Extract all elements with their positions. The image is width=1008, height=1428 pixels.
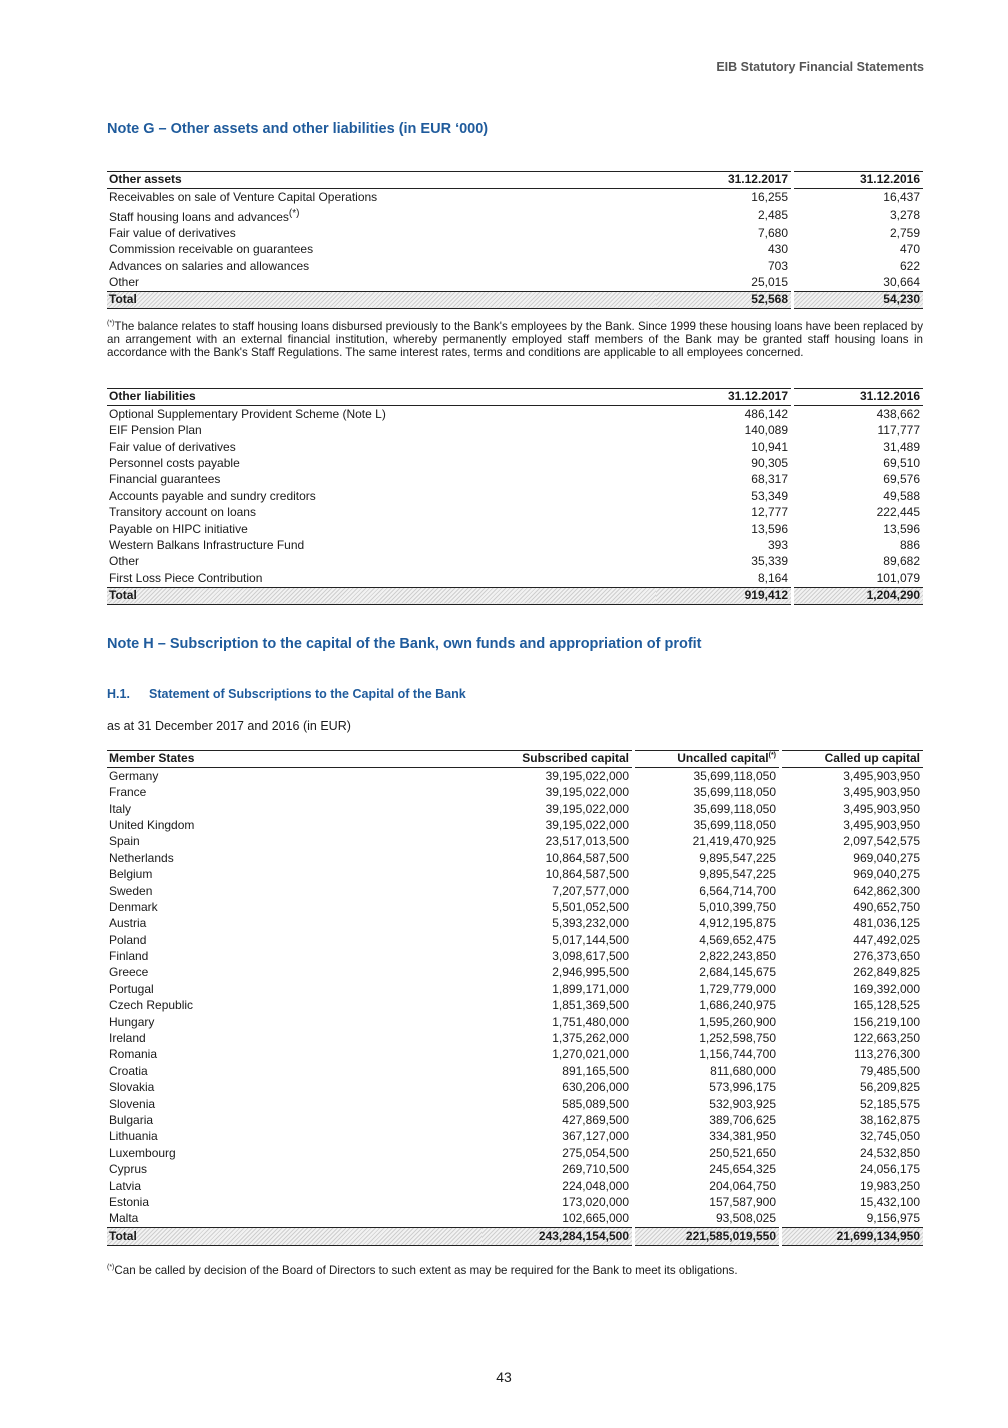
row-label-text: Other [109, 554, 140, 569]
value-2016: 16,437 [883, 189, 920, 204]
table-row [107, 406, 923, 423]
table-row [107, 834, 923, 850]
row-label-text: Fair value of derivatives [109, 225, 236, 240]
table-row [107, 998, 923, 1014]
table-row [107, 1162, 923, 1178]
value-2017: 53,349 [751, 488, 788, 503]
row-label [107, 439, 656, 455]
subscribed-capital: 7,207,577,000 [552, 883, 629, 898]
row-label [107, 423, 656, 439]
called-up-capital: 276,373,650 [853, 949, 920, 964]
subscribed-capital: 173,020,000 [562, 1194, 629, 1209]
table-row [107, 850, 923, 866]
uncalled-capital: 389,706,625 [709, 1112, 776, 1127]
called-up-capital: 79,485,500 [859, 1063, 920, 1078]
subscribed-capital: 269,710,500 [562, 1162, 629, 1177]
row-label [107, 554, 656, 570]
member-state: Slovenia [109, 1096, 156, 1111]
subscribed-capital: 630,206,000 [562, 1080, 629, 1095]
table-row [107, 1113, 923, 1129]
row-label-text: Advances on salaries and allowances [109, 258, 310, 273]
row-label-text: Other [109, 274, 140, 289]
value-2017: 430 [767, 242, 788, 257]
table-row [107, 554, 923, 570]
value-2017: 13,596 [751, 521, 788, 536]
footnote-text: Can be called by decision of the Board of Directors to such extent as may be required for the Bank to meet its obligations. [114, 1264, 738, 1277]
member-state: Czech Republic [109, 998, 194, 1013]
called-up-capital: 447,492,025 [853, 932, 920, 947]
member-state: Finland [109, 949, 149, 964]
footnote-text: The balance relates to staff housing loans disbursed previously to the Bank's employees by the Bank. Since 1999 these housing loans have been replaced by an arrangement with an external financial institution, whereby permanently employed staff members of the Bank may be granted staff housing loans in accordance with the Bank's Staff Regulations. The same interest rates, terms and conditions are applicable to all employees concerned. [107, 320, 923, 360]
row-label-text: First Loss Piece Contribution [109, 570, 263, 585]
total-label: Total [107, 291, 656, 308]
total-label: Total [107, 587, 656, 604]
value-2017: 8,164 [757, 570, 788, 585]
total-2017: 52,568 [656, 291, 791, 308]
other-assets-table [107, 171, 923, 309]
called-up-capital: 490,652,750 [853, 899, 920, 914]
uncalled-capital: 21,419,470,925 [692, 834, 776, 849]
column-header: Other assets [107, 172, 656, 189]
member-state: Latvia [109, 1178, 142, 1193]
table-row [107, 1178, 923, 1194]
table-row [107, 785, 923, 801]
total-uncalled: 221,585,019,550 [635, 1228, 779, 1245]
table-row [107, 1129, 923, 1145]
called-up-capital: 56,209,825 [859, 1080, 920, 1095]
table-row [107, 768, 923, 785]
uncalled-capital: 1,729,779,000 [699, 981, 776, 996]
called-up-capital: 642,862,300 [853, 883, 920, 898]
member-state: Portugal [109, 981, 154, 996]
value-2017: 10,941 [751, 439, 788, 454]
uncalled-capital: 245,654,325 [709, 1162, 776, 1177]
table-row [107, 801, 923, 817]
table-row [107, 225, 923, 241]
value-2016: 101,079 [876, 570, 920, 585]
uncalled-capital: 5,010,399,750 [699, 899, 776, 914]
table-row [107, 275, 923, 292]
member-state: Malta [109, 1211, 139, 1226]
table-row [107, 1211, 923, 1228]
row-label [107, 258, 656, 274]
h1-title: Statement of Subscriptions to the Capital of the Bank [149, 687, 466, 701]
subscribed-capital: 275,054,500 [562, 1145, 629, 1160]
column-header [635, 751, 779, 768]
uncalled-capital: 1,595,260,900 [699, 1014, 776, 1029]
table-row [107, 1080, 923, 1096]
row-label-text: Financial guarantees [109, 472, 221, 487]
row-label [107, 456, 656, 472]
called-up-capital: 24,056,175 [859, 1162, 920, 1177]
uncalled-capital: 4,912,195,875 [699, 916, 776, 931]
member-state: Italy [109, 801, 132, 816]
called-up-capital: 9,156,975 [866, 1211, 920, 1226]
uncalled-capital: 204,064,750 [709, 1178, 776, 1193]
uncalled-capital: 9,895,547,225 [699, 867, 776, 882]
called-up-capital: 969,040,275 [853, 867, 920, 882]
called-up-capital: 38,162,875 [859, 1112, 920, 1127]
row-label-text: Personnel costs payable [109, 455, 240, 470]
value-2017: 2,485 [757, 207, 788, 222]
member-state: Belgium [109, 867, 153, 882]
row-label [107, 488, 656, 504]
value-2016: 69,576 [883, 472, 920, 487]
row-label-text: Receivables on sale of Venture Capital Operations [109, 189, 378, 204]
value-2017: 68,317 [751, 472, 788, 487]
row-label [107, 189, 656, 206]
table-row [107, 439, 923, 455]
table-row [107, 1096, 923, 1112]
called-up-capital: 113,276,300 [854, 1047, 920, 1062]
called-up-capital: 156,219,100 [853, 1014, 920, 1029]
value-2016: 69,510 [883, 455, 920, 470]
other-liabilities-table [107, 388, 923, 605]
total-label: Total [107, 1228, 482, 1245]
table-row [107, 521, 923, 537]
table-row [107, 1031, 923, 1047]
subscribed-capital: 5,501,052,500 [552, 899, 629, 914]
subscribed-capital: 1,899,171,000 [552, 981, 629, 996]
row-label [107, 521, 656, 537]
member-state: Hungary [109, 1014, 155, 1029]
member-state: Germany [109, 768, 159, 783]
row-label-text: Transitory account on loans [109, 505, 256, 520]
row-label [107, 570, 656, 587]
row-label-text: Fair value of derivatives [109, 439, 236, 454]
uncalled-capital: 35,699,118,050 [693, 801, 776, 816]
row-label [107, 472, 656, 488]
subscribed-capital: 23,517,013,500 [545, 834, 629, 849]
member-state: Slovakia [109, 1080, 155, 1095]
subscribed-capital: 585,089,500 [562, 1096, 629, 1111]
table-row [107, 538, 923, 554]
row-label [107, 275, 656, 292]
value-2017: 703 [767, 258, 788, 273]
value-2017: 486,142 [744, 406, 788, 421]
value-2016: 470 [899, 242, 920, 257]
column-header: Called up capital [782, 751, 923, 768]
capital-subscriptions-table [107, 750, 923, 1246]
member-state: France [109, 785, 147, 800]
row-label-text: EIF Pension Plan [109, 423, 202, 438]
member-state: Romania [109, 1047, 158, 1062]
uncalled-capital: 6,564,714,700 [699, 883, 776, 898]
value-2017: 25,015 [751, 274, 788, 289]
table-row [107, 423, 923, 439]
table-row [107, 965, 923, 981]
subscribed-capital: 1,375,262,000 [552, 1031, 629, 1046]
note-h-title: Note H – Subscription to the capital of the Bank, own funds and appropriation of profit [107, 636, 702, 652]
subscribed-capital: 427,869,500 [562, 1112, 629, 1127]
value-2016: 49,588 [883, 488, 920, 503]
uncalled-capital: 2,822,243,850 [699, 949, 776, 964]
total-2016: 54,230 [794, 291, 923, 308]
table-header-row [107, 751, 923, 768]
footnote-marker: (*) [288, 207, 300, 219]
member-state: Poland [109, 932, 147, 947]
member-state: Austria [109, 916, 147, 931]
as-at-caption: as at 31 December 2017 and 2016 (in EUR) [107, 719, 351, 733]
subscribed-capital: 1,851,369,500 [552, 998, 629, 1013]
member-state: Estonia [109, 1194, 150, 1209]
called-up-capital: 262,849,825 [853, 965, 920, 980]
total-2017: 919,412 [656, 587, 791, 604]
member-state: Luxembourg [109, 1145, 176, 1160]
page-number: 43 [496, 1369, 512, 1385]
column-header: 31.12.2017 [656, 389, 791, 406]
uncalled-capital: 4,569,652,475 [699, 932, 776, 947]
subscribed-capital: 5,017,144,500 [552, 932, 629, 947]
table-row [107, 472, 923, 488]
note-g-title: Note G – Other assets and other liabilities (in EUR ‘000) [107, 121, 489, 137]
called-up-capital: 32,745,050 [859, 1129, 920, 1144]
called-up-capital: 2,097,542,575 [843, 834, 920, 849]
value-2017: 35,339 [751, 554, 788, 569]
member-state: Bulgaria [109, 1112, 154, 1127]
value-2017: 140,089 [744, 423, 788, 438]
uncalled-capital-footnote [107, 1264, 923, 1277]
column-header: 31.12.2017 [656, 172, 791, 189]
value-2016: 622 [899, 258, 920, 273]
subscribed-capital: 39,195,022,000 [545, 817, 629, 832]
row-label-text: Staff housing loans and advances [109, 209, 289, 224]
table-row [107, 1047, 923, 1063]
table-row [107, 1014, 923, 1030]
row-label [107, 538, 656, 554]
uncalled-capital: 35,699,118,050 [693, 785, 776, 800]
called-up-capital: 3,495,903,950 [843, 801, 920, 816]
uncalled-capital: 157,587,900 [709, 1194, 776, 1209]
uncalled-capital: 35,699,118,050 [693, 768, 776, 783]
called-up-capital: 24,532,850 [859, 1145, 920, 1160]
total-subscribed: 243,284,154,500 [482, 1228, 632, 1245]
table-row [107, 488, 923, 504]
table-row [107, 505, 923, 521]
row-label [107, 406, 656, 423]
subscribed-capital: 102,665,000 [562, 1211, 629, 1226]
subscribed-capital: 367,127,000 [562, 1129, 629, 1144]
table-row [107, 206, 923, 226]
table-row [107, 570, 923, 587]
subscribed-capital: 10,864,587,500 [545, 850, 629, 865]
value-2016: 3,278 [889, 207, 920, 222]
uncalled-capital: 9,895,547,225 [699, 850, 776, 865]
table-row [107, 818, 923, 834]
table-row [107, 1063, 923, 1079]
uncalled-capital: 1,686,240,975 [699, 998, 776, 1013]
subscribed-capital: 3,098,617,500 [552, 949, 629, 964]
row-label-text: Accounts payable and sundry creditors [109, 488, 316, 503]
subscribed-capital: 39,195,022,000 [545, 801, 629, 816]
row-label [107, 225, 656, 241]
member-state: Denmark [109, 899, 158, 914]
table-row [107, 1145, 923, 1161]
uncalled-capital: 2,684,145,675 [699, 965, 776, 980]
footnote-marker: (*) [107, 1264, 115, 1272]
subscribed-capital: 1,270,021,000 [552, 1047, 629, 1062]
h1-number: H.1. [107, 687, 130, 701]
table-row [107, 258, 923, 274]
called-up-capital: 3,495,903,950 [843, 768, 920, 783]
table-header-row [107, 172, 923, 189]
table-header-row [107, 389, 923, 406]
table-row [107, 1195, 923, 1211]
called-up-capital: 969,040,275 [853, 850, 920, 865]
table-row [107, 932, 923, 948]
row-label [107, 242, 656, 258]
value-2016: 222,445 [876, 505, 920, 520]
value-2016: 13,596 [883, 521, 920, 536]
value-2017: 12,777 [751, 505, 788, 520]
row-label-text: Commission receivable on guarantees [109, 242, 314, 257]
h1-heading [107, 687, 466, 701]
column-header: 31.12.2016 [794, 172, 923, 189]
row-label [107, 505, 656, 521]
called-up-capital: 3,495,903,950 [843, 785, 920, 800]
subscribed-capital: 39,195,022,000 [545, 785, 629, 800]
subscribed-capital: 5,393,232,000 [552, 916, 629, 931]
table-row [107, 916, 923, 932]
uncalled-capital: 334,381,950 [709, 1129, 776, 1144]
subscribed-capital: 224,048,000 [562, 1178, 629, 1193]
value-2016: 31,489 [883, 439, 920, 454]
table-row [107, 456, 923, 472]
value-2016: 886 [899, 537, 920, 552]
column-header: Subscribed capital [482, 751, 632, 768]
table-row [107, 883, 923, 899]
member-state: Netherlands [109, 850, 174, 865]
uncalled-header-label: Uncalled capital [677, 751, 769, 766]
value-2016: 117,777 [877, 423, 920, 438]
called-up-capital: 169,392,000 [853, 981, 920, 996]
total-row [107, 587, 923, 604]
called-up-capital: 15,432,100 [859, 1194, 920, 1209]
member-state: Sweden [109, 883, 153, 898]
value-2017: 16,255 [751, 189, 788, 204]
uncalled-capital: 35,699,118,050 [693, 817, 776, 832]
footnote-marker: (*) [107, 320, 115, 328]
table-row [107, 949, 923, 965]
subscribed-capital: 891,165,500 [562, 1063, 629, 1078]
uncalled-capital: 573,996,175 [709, 1080, 776, 1095]
value-2017: 393 [767, 537, 788, 552]
value-2016: 2,759 [889, 225, 920, 240]
uncalled-capital: 1,156,744,700 [699, 1047, 776, 1062]
uncalled-capital: 250,521,650 [709, 1145, 776, 1160]
value-2017: 7,680 [757, 225, 788, 240]
total-2016: 1,204,290 [794, 587, 923, 604]
called-up-capital: 122,663,250 [853, 1031, 920, 1046]
value-2016: 89,682 [883, 554, 920, 569]
total-called: 21,699,134,950 [782, 1228, 923, 1245]
header-footnote-marker: (*) [768, 752, 776, 760]
column-header: Member States [107, 751, 482, 768]
member-state: Croatia [109, 1063, 148, 1078]
table-row [107, 981, 923, 997]
row-label [107, 206, 656, 226]
value-2016: 438,662 [876, 406, 920, 421]
value-2016: 30,664 [883, 274, 920, 289]
member-state: Lithuania [109, 1129, 158, 1144]
subscribed-capital: 39,195,022,000 [545, 768, 629, 783]
member-state: United Kingdom [109, 817, 195, 832]
column-header: Other liabilities [107, 389, 656, 406]
uncalled-capital: 811,680,000 [710, 1063, 776, 1078]
called-up-capital: 52,185,575 [859, 1096, 920, 1111]
member-state: Ireland [109, 1031, 146, 1046]
member-state: Cyprus [109, 1162, 148, 1177]
table-row [107, 900, 923, 916]
column-header: 31.12.2016 [794, 389, 923, 406]
called-up-capital: 165,128,525 [853, 998, 920, 1013]
uncalled-capital: 93,508,025 [715, 1211, 776, 1226]
subscribed-capital: 10,864,587,500 [545, 867, 629, 882]
member-state: Spain [109, 834, 140, 849]
table-row [107, 242, 923, 258]
subscribed-capital: 2,946,995,500 [552, 965, 629, 980]
row-label-text: Optional Supplementary Provident Scheme (Note L) [109, 406, 386, 421]
member-state: Greece [109, 965, 149, 980]
called-up-capital: 481,036,125 [853, 916, 920, 931]
staff-housing-footnote [107, 320, 923, 360]
uncalled-capital: 532,903,925 [709, 1096, 776, 1111]
called-up-capital: 19,983,250 [859, 1178, 920, 1193]
uncalled-capital: 1,252,598,750 [699, 1031, 776, 1046]
table-row [107, 189, 923, 206]
row-label-text: Payable on HIPC initiative [109, 521, 248, 536]
total-row [107, 1228, 923, 1245]
total-row [107, 291, 923, 308]
subscribed-capital: 1,751,480,000 [552, 1014, 629, 1029]
row-label-text: Western Balkans Infrastructure Fund [109, 537, 305, 552]
running-header: EIB Statutory Financial Statements [716, 60, 924, 74]
value-2017: 90,305 [751, 455, 788, 470]
table-row [107, 867, 923, 883]
called-up-capital: 3,495,903,950 [843, 817, 920, 832]
